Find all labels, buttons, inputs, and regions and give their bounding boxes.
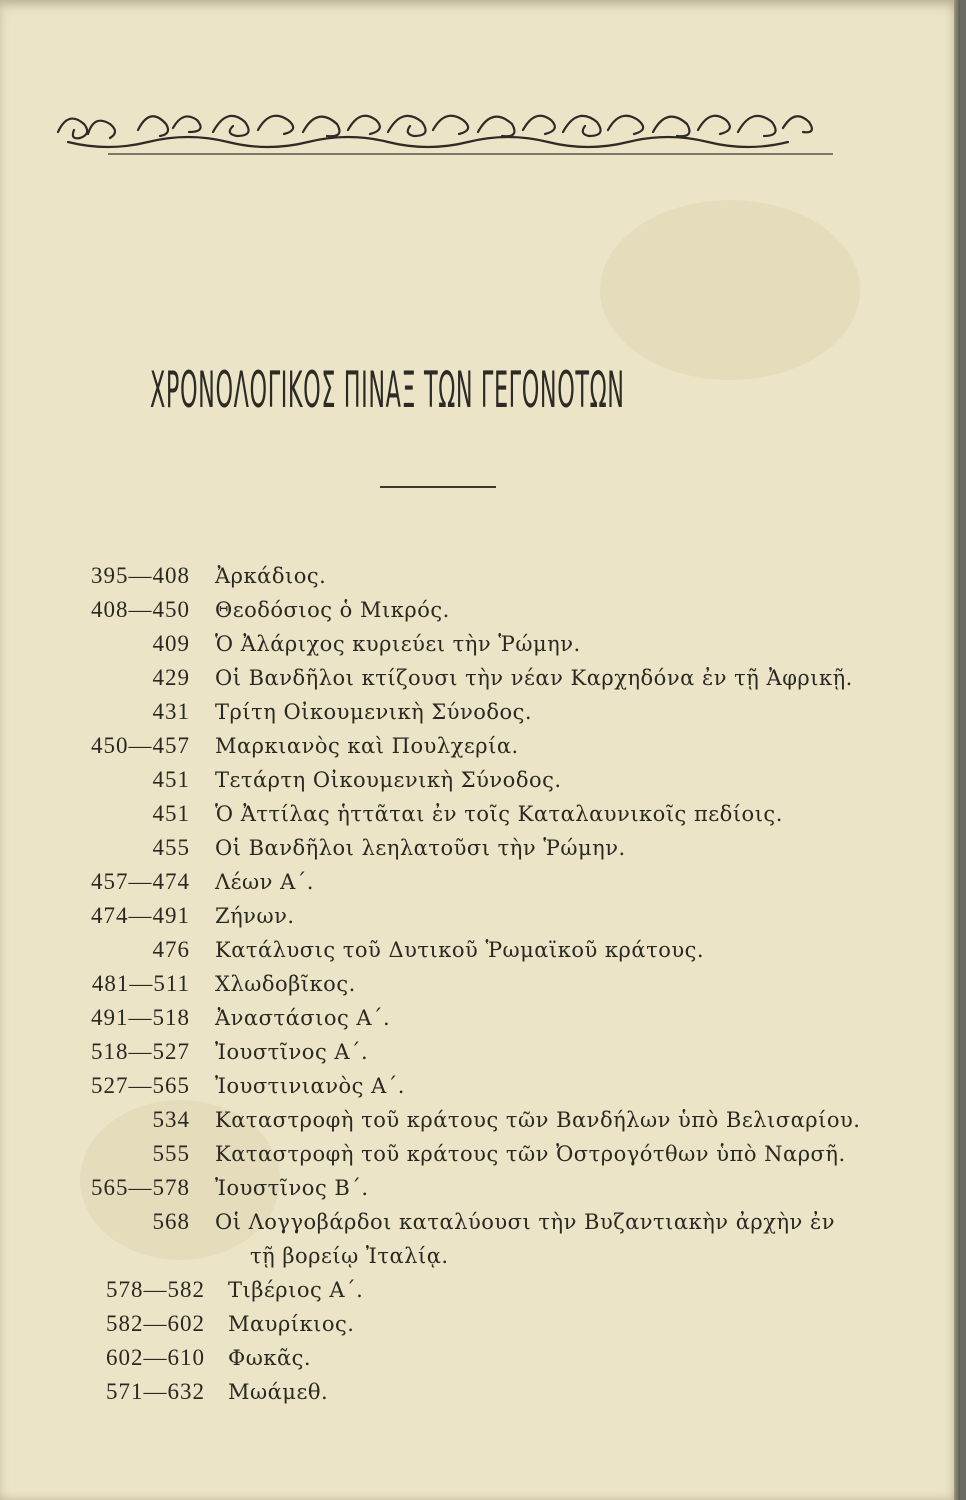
entry-event: Θεοδόσιος ὁ Μικρός. bbox=[215, 598, 450, 622]
book-binding-edge bbox=[954, 0, 960, 1500]
entry-event: Οἱ Βανδῆλοι κτίζουσι τὴν νέαν Καρχηδόνα ἐν τῇ Ἀφρικῇ. bbox=[215, 666, 853, 690]
entry-year: 395—408 bbox=[91, 563, 190, 588]
entry-year: 455 bbox=[152, 835, 190, 860]
list-item bbox=[0, 1104, 940, 1136]
entry-event: Ἀρκάδιος. bbox=[215, 564, 327, 588]
list-item bbox=[0, 798, 940, 830]
list-item bbox=[0, 832, 940, 864]
entry-year: 518—527 bbox=[91, 1039, 190, 1064]
list-item bbox=[0, 968, 940, 1000]
entry-year: 582—602 bbox=[106, 1311, 205, 1336]
list-item bbox=[0, 730, 940, 762]
list-item bbox=[0, 696, 940, 728]
entry-year: 451 bbox=[152, 767, 190, 792]
list-item bbox=[0, 1070, 940, 1102]
entry-year: 568 bbox=[152, 1209, 190, 1234]
list-item bbox=[0, 594, 940, 626]
list-item bbox=[0, 1376, 940, 1408]
entry-event: Κατάλυσις τοῦ Δυτικοῦ Ῥωμαϊκοῦ κράτους. bbox=[215, 938, 705, 962]
list-item bbox=[0, 1002, 940, 1034]
list-item bbox=[0, 1308, 940, 1340]
entry-event: τῇ βορείῳ Ἰταλίᾳ. bbox=[250, 1244, 449, 1268]
list-item bbox=[0, 900, 940, 932]
entry-event: Ἰουστινιανὸς Α΄. bbox=[215, 1074, 405, 1098]
entry-event: Φωκᾶς. bbox=[228, 1346, 312, 1370]
entry-event: Μωάμεθ. bbox=[228, 1380, 329, 1404]
entry-event: Οἱ Βανδῆλοι λεηλατοῦσι τὴν Ῥώμην. bbox=[215, 836, 626, 860]
entry-year: 429 bbox=[152, 665, 190, 690]
entry-year: 408—450 bbox=[91, 597, 190, 622]
entry-year: 534 bbox=[152, 1107, 190, 1132]
list-item bbox=[0, 1240, 940, 1272]
entry-event: Καταστροφὴ τοῦ κράτους τῶν Ὀστρογότθων ὑπὸ Ναρσῆ. bbox=[215, 1142, 846, 1166]
entry-event: Ἰουστῖνος Β΄. bbox=[215, 1176, 369, 1200]
list-item bbox=[0, 764, 940, 796]
list-item bbox=[0, 1342, 940, 1374]
list-item bbox=[0, 662, 940, 694]
list-item bbox=[0, 1206, 940, 1238]
entry-event: Οἱ Λογγοβάρδοι καταλύουσι τὴν Βυζαντιακὴν ἀρχὴν ἐν bbox=[215, 1210, 836, 1234]
list-item bbox=[0, 1172, 940, 1204]
entry-year: 527—565 bbox=[91, 1073, 190, 1098]
list-item bbox=[0, 934, 940, 966]
entry-event: Μαρκιανὸς καὶ Πουλχερία. bbox=[215, 734, 519, 758]
decorative-ornament-icon bbox=[48, 92, 838, 162]
list-item bbox=[0, 628, 940, 660]
entry-year: 578—582 bbox=[106, 1277, 205, 1302]
entry-year: 565—578 bbox=[91, 1175, 190, 1200]
entry-event: Ὁ Ἀλάριχος κυριεύει τὴν Ῥώμην. bbox=[215, 632, 581, 656]
entry-event: Ἰουστῖνος Α΄. bbox=[215, 1040, 369, 1064]
entry-year: 451 bbox=[152, 801, 190, 826]
entry-event: Τρίτη Οἰκουμενικὴ Σύνοδος. bbox=[215, 700, 533, 724]
title-divider bbox=[380, 486, 496, 488]
list-item bbox=[0, 560, 940, 592]
entry-event: Ἀναστάσιος Α΄. bbox=[215, 1006, 391, 1030]
list-item bbox=[0, 1036, 940, 1068]
entry-year: 476 bbox=[152, 937, 190, 962]
list-item bbox=[0, 866, 940, 898]
entry-event: Τετάρτη Οἰκουμενικὴ Σύνοδος. bbox=[215, 768, 562, 792]
entry-event: Χλωδοβῖκος. bbox=[215, 972, 356, 996]
list-item bbox=[0, 1274, 940, 1306]
entry-event: Μαυρίκιος. bbox=[228, 1312, 355, 1336]
entry-year: 555 bbox=[152, 1141, 190, 1166]
entry-year: 450—457 bbox=[91, 733, 190, 758]
entry-event: Καταστροφὴ τοῦ κράτους τῶν Βανδήλων ὑπὸ Βελισαρίου. bbox=[215, 1108, 861, 1132]
entry-year: 431 bbox=[152, 699, 190, 724]
entry-year: 571—632 bbox=[106, 1379, 205, 1404]
entry-year: 602—610 bbox=[106, 1345, 205, 1370]
entry-year: 481—511 bbox=[91, 971, 190, 996]
entry-year: 474—491 bbox=[91, 903, 190, 928]
entry-event: Ζήνων. bbox=[215, 904, 295, 928]
entry-event: Λέων Α΄. bbox=[215, 870, 314, 894]
entry-event: Ὁ Ἀττίλας ἡττᾶται ἐν τοῖς Καταλαυνικοῖς πεδίοις. bbox=[215, 802, 783, 826]
entry-year: 491—518 bbox=[91, 1005, 190, 1030]
page-title: ΧΡΟΝΟΛΟΓΙΚΟΣ ΠΙΝΑΞ ΤΩΝ ΓΕΓΟΝΟΤΩΝ bbox=[150, 362, 625, 420]
entry-event: Τιβέριος Α΄. bbox=[228, 1278, 364, 1302]
entry-year: 409 bbox=[152, 631, 190, 656]
entry-year: 457—474 bbox=[91, 869, 190, 894]
paper-stain bbox=[600, 200, 860, 380]
list-item bbox=[0, 1138, 940, 1170]
